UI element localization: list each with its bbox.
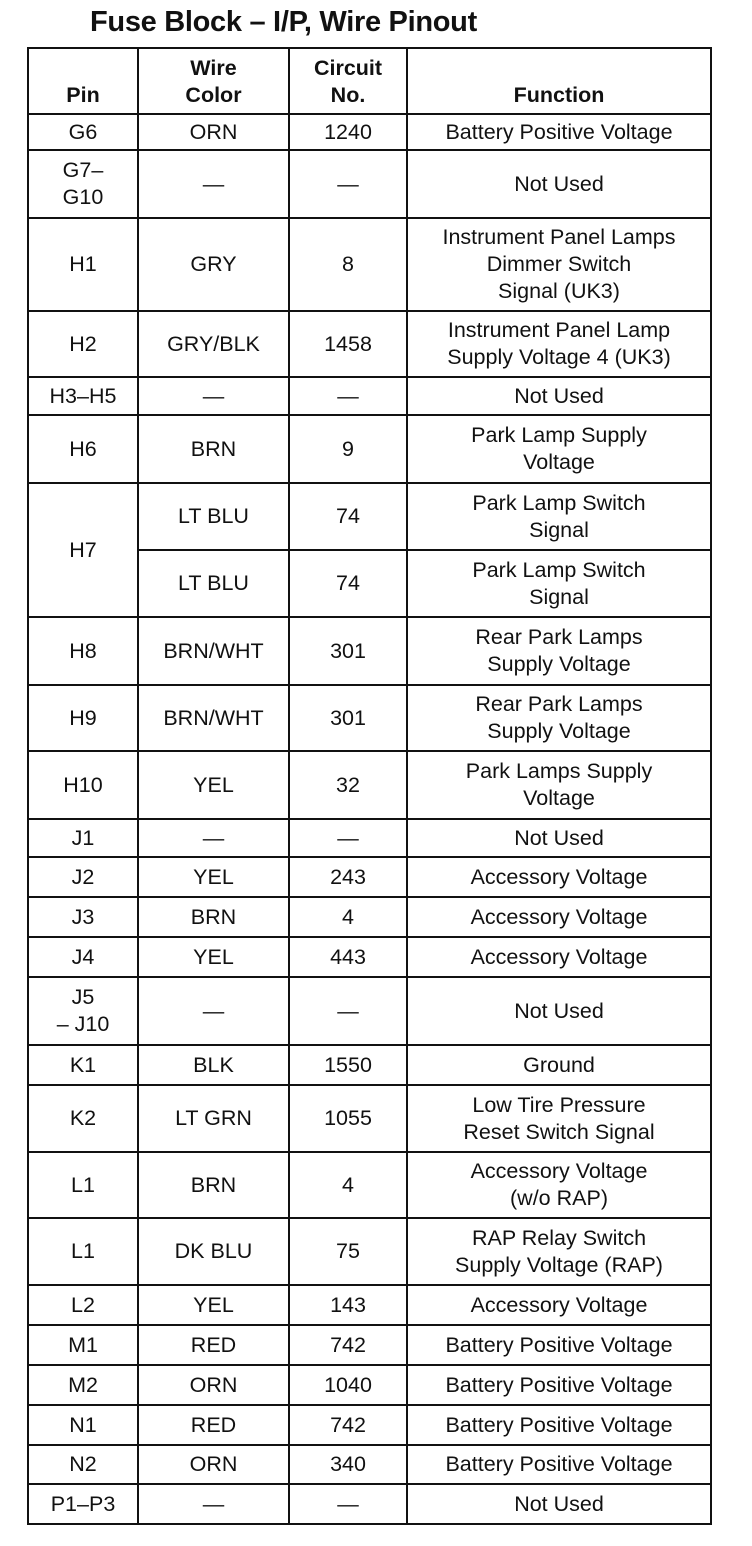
circuit-no-cell: — — [289, 150, 407, 218]
header-row — [28, 48, 711, 114]
wire-color-cell: LT GRN — [138, 1085, 289, 1152]
function-cell: Park Lamp Supply Voltage — [407, 415, 711, 483]
function-cell: Accessory Voltage (w/o RAP) — [407, 1152, 711, 1218]
wire-color-cell: BRN — [138, 415, 289, 483]
pin-cell: H2 — [28, 311, 138, 377]
page-title: Fuse Block – I/P, Wire Pinout — [90, 6, 477, 38]
table-body — [28, 114, 711, 1524]
pin-cell: G6 — [28, 114, 138, 150]
function-cell: Park Lamps Supply Voltage — [407, 751, 711, 819]
wire-color-cell: DK BLU — [138, 1218, 289, 1285]
function-cell: Not Used — [407, 1484, 711, 1524]
function-cell: Park Lamp Switch Signal — [407, 550, 711, 617]
pin-cell: H7 — [28, 483, 138, 617]
pin-cell: K1 — [28, 1045, 138, 1085]
pin-cell: H3–H5 — [28, 377, 138, 415]
circuit-no-cell: 443 — [289, 937, 407, 977]
table-row — [28, 897, 711, 937]
circuit-no-cell: 742 — [289, 1325, 407, 1365]
circuit-no-cell: 9 — [289, 415, 407, 483]
pin-cell: J3 — [28, 897, 138, 937]
pin-cell: H9 — [28, 685, 138, 751]
function-cell: Accessory Voltage — [407, 857, 711, 897]
circuit-no-cell: 1458 — [289, 311, 407, 377]
circuit-no-cell: 4 — [289, 897, 407, 937]
pinout-table — [27, 47, 712, 1525]
table-row — [28, 1152, 711, 1218]
circuit-no-cell: 340 — [289, 1445, 407, 1484]
function-cell: Low Tire Pressure Reset Switch Signal — [407, 1085, 711, 1152]
pin-cell: J4 — [28, 937, 138, 977]
table-row — [28, 1218, 711, 1285]
circuit-no-cell: 4 — [289, 1152, 407, 1218]
circuit-no-cell: 32 — [289, 751, 407, 819]
function-cell: Park Lamp Switch Signal — [407, 483, 711, 550]
function-cell: Battery Positive Voltage — [407, 1325, 711, 1365]
circuit-no-cell: — — [289, 977, 407, 1045]
table-row — [28, 415, 711, 483]
function-cell: Battery Positive Voltage — [407, 114, 711, 150]
pin-cell: L1 — [28, 1218, 138, 1285]
wire-color-cell: BRN — [138, 1152, 289, 1218]
circuit-no-cell: — — [289, 377, 407, 415]
table-row — [28, 977, 711, 1045]
pin-cell: J2 — [28, 857, 138, 897]
circuit-no-cell: 1040 — [289, 1365, 407, 1405]
table-row — [28, 311, 711, 377]
wire-color-cell: YEL — [138, 751, 289, 819]
table-row — [28, 1405, 711, 1445]
wire-color-cell: BLK — [138, 1045, 289, 1085]
wire-color-cell: — — [138, 819, 289, 857]
function-cell: Instrument Panel Lamp Supply Voltage 4 (UK3) — [407, 311, 711, 377]
circuit-no-cell: 243 — [289, 857, 407, 897]
wire-color-cell: LT BLU — [138, 483, 289, 550]
wire-color-cell: LT BLU — [138, 550, 289, 617]
table-row — [28, 1484, 711, 1524]
wire-color-cell: YEL — [138, 1285, 289, 1325]
wire-color-cell: — — [138, 150, 289, 218]
table-row — [28, 1045, 711, 1085]
circuit-no-cell: 301 — [289, 685, 407, 751]
table-row — [28, 150, 711, 218]
wire-color-cell: GRY/BLK — [138, 311, 289, 377]
column-header-pin: Pin — [28, 48, 138, 114]
circuit-no-cell: 74 — [289, 550, 407, 617]
table-row — [28, 377, 711, 415]
pin-cell: J5 – J10 — [28, 977, 138, 1045]
table-row — [28, 751, 711, 819]
function-cell: Battery Positive Voltage — [407, 1445, 711, 1484]
wire-color-cell: BRN/WHT — [138, 685, 289, 751]
circuit-no-cell: 74 — [289, 483, 407, 550]
function-cell: Accessory Voltage — [407, 897, 711, 937]
pin-cell: N1 — [28, 1405, 138, 1445]
circuit-no-cell: 8 — [289, 218, 407, 311]
circuit-no-cell: — — [289, 819, 407, 857]
function-cell: Not Used — [407, 150, 711, 218]
table-row — [28, 1445, 711, 1484]
wire-color-cell: RED — [138, 1325, 289, 1365]
table-row — [28, 685, 711, 751]
function-cell: Rear Park Lamps Supply Voltage — [407, 685, 711, 751]
table-row — [28, 218, 711, 311]
table-row — [28, 617, 711, 685]
table-row — [28, 483, 711, 550]
function-cell: RAP Relay Switch Supply Voltage (RAP) — [407, 1218, 711, 1285]
pin-cell: H1 — [28, 218, 138, 311]
column-header-function: Function — [407, 48, 711, 114]
function-cell: Not Used — [407, 377, 711, 415]
pin-cell: L1 — [28, 1152, 138, 1218]
pin-cell: P1–P3 — [28, 1484, 138, 1524]
circuit-no-cell: 143 — [289, 1285, 407, 1325]
function-cell: Battery Positive Voltage — [407, 1405, 711, 1445]
function-cell: Accessory Voltage — [407, 937, 711, 977]
wire-color-cell: ORN — [138, 1445, 289, 1484]
pin-cell: H10 — [28, 751, 138, 819]
circuit-no-cell: 1550 — [289, 1045, 407, 1085]
table-row — [28, 857, 711, 897]
circuit-no-cell: 1240 — [289, 114, 407, 150]
wire-color-cell: ORN — [138, 114, 289, 150]
table-row — [28, 114, 711, 150]
wire-color-cell: ORN — [138, 1365, 289, 1405]
pin-cell: M2 — [28, 1365, 138, 1405]
wire-color-cell: RED — [138, 1405, 289, 1445]
pin-cell: G7– G10 — [28, 150, 138, 218]
circuit-no-cell: — — [289, 1484, 407, 1524]
table-row — [28, 937, 711, 977]
function-cell: Accessory Voltage — [407, 1285, 711, 1325]
wire-color-cell: BRN — [138, 897, 289, 937]
circuit-no-cell: 301 — [289, 617, 407, 685]
pin-cell: M1 — [28, 1325, 138, 1365]
pin-cell: J1 — [28, 819, 138, 857]
circuit-no-cell: 1055 — [289, 1085, 407, 1152]
table-row — [28, 1325, 711, 1365]
function-cell: Not Used — [407, 977, 711, 1045]
table-row — [28, 1365, 711, 1405]
pin-cell: H8 — [28, 617, 138, 685]
function-cell: Not Used — [407, 819, 711, 857]
wire-color-cell: YEL — [138, 937, 289, 977]
wire-color-cell: — — [138, 1484, 289, 1524]
function-cell: Ground — [407, 1045, 711, 1085]
table-row — [28, 1285, 711, 1325]
wire-color-cell: — — [138, 377, 289, 415]
table-row — [28, 819, 711, 857]
pin-cell: K2 — [28, 1085, 138, 1152]
column-header-wire-color: Wire Color — [138, 48, 289, 114]
table-row — [28, 1085, 711, 1152]
function-cell: Rear Park Lamps Supply Voltage — [407, 617, 711, 685]
circuit-no-cell: 742 — [289, 1405, 407, 1445]
function-cell: Instrument Panel Lamps Dimmer Switch Signal (UK3) — [407, 218, 711, 311]
column-header-circuit-no: Circuit No. — [289, 48, 407, 114]
pin-cell: N2 — [28, 1445, 138, 1484]
pin-cell: H6 — [28, 415, 138, 483]
circuit-no-cell: 75 — [289, 1218, 407, 1285]
wire-color-cell: BRN/WHT — [138, 617, 289, 685]
pin-cell: L2 — [28, 1285, 138, 1325]
wire-color-cell: GRY — [138, 218, 289, 311]
function-cell: Battery Positive Voltage — [407, 1365, 711, 1405]
wire-color-cell: YEL — [138, 857, 289, 897]
wire-color-cell: — — [138, 977, 289, 1045]
